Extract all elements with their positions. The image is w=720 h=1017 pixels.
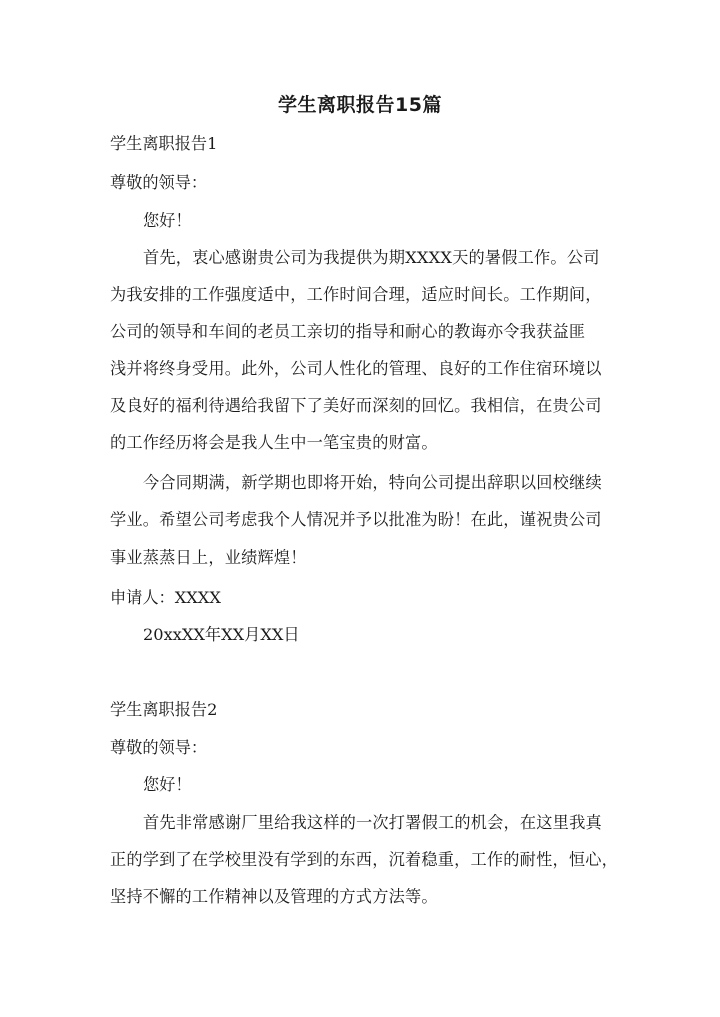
section-1-greeting: 您好！ bbox=[143, 211, 192, 230]
section-2-paragraph-1-line: 正的学到了在学校里没有学到的东西，沉着稳重，工作的耐性，恒心， bbox=[110, 850, 619, 869]
document-title: 学生离职报告15篇 bbox=[278, 94, 442, 116]
section-2-heading: 学生离职报告2 bbox=[110, 700, 218, 719]
section-2-salutation: 尊敬的领导： bbox=[110, 738, 208, 757]
section-1-paragraph-1-line: 及良好的福利待遇给我留下了美好而深刻的回忆。我相信，在贵公司 bbox=[110, 396, 602, 415]
section-1-paragraph-1-line: 为我安排的工作强度适中，工作时间合理，适应时间长。工作期间， bbox=[110, 285, 602, 304]
section-1-salutation: 尊敬的领导： bbox=[110, 173, 208, 192]
section-1-paragraph-1-line: 浅并将终身受用。此外，公司人性化的管理、良好的工作住宿环境以 bbox=[110, 359, 602, 378]
section-1-paragraph-1-line: 首先，衷心感谢贵公司为我提供为期XXXX天的暑假工作。公司 bbox=[143, 248, 600, 267]
section-2-greeting: 您好！ bbox=[143, 775, 192, 794]
section-1-paragraph-2-line: 事业蒸蒸日上，业绩辉煌！ bbox=[110, 548, 307, 567]
section-1-heading: 学生离职报告1 bbox=[110, 134, 218, 153]
section-1-date: 20xxXX年XX月XX日 bbox=[143, 625, 300, 644]
section-1-paragraph-1-line: 的工作经历将会是我人生中一笔宝贵的财富。 bbox=[110, 433, 438, 452]
section-1-paragraph-1-line: 公司的领导和车间的老员工亲切的指导和耐心的教诲亦令我获益匪 bbox=[110, 322, 586, 341]
section-1-paragraph-2-line: 学业。希望公司考虑我个人情况并予以批准为盼！在此，谨祝贵公司 bbox=[110, 510, 602, 529]
section-1-applicant: 申请人：XXXX bbox=[110, 588, 221, 607]
section-2-paragraph-1-line: 首先非常感谢厂里给我这样的一次打署假工的机会，在这里我真 bbox=[143, 813, 602, 832]
section-1-paragraph-2-line: 今合同期满，新学期也即将开始，特向公司提出辞职以回校继续 bbox=[143, 473, 602, 492]
section-2-paragraph-1-line: 坚持不懈的工作精神以及管理的方式方法等。 bbox=[110, 887, 438, 906]
